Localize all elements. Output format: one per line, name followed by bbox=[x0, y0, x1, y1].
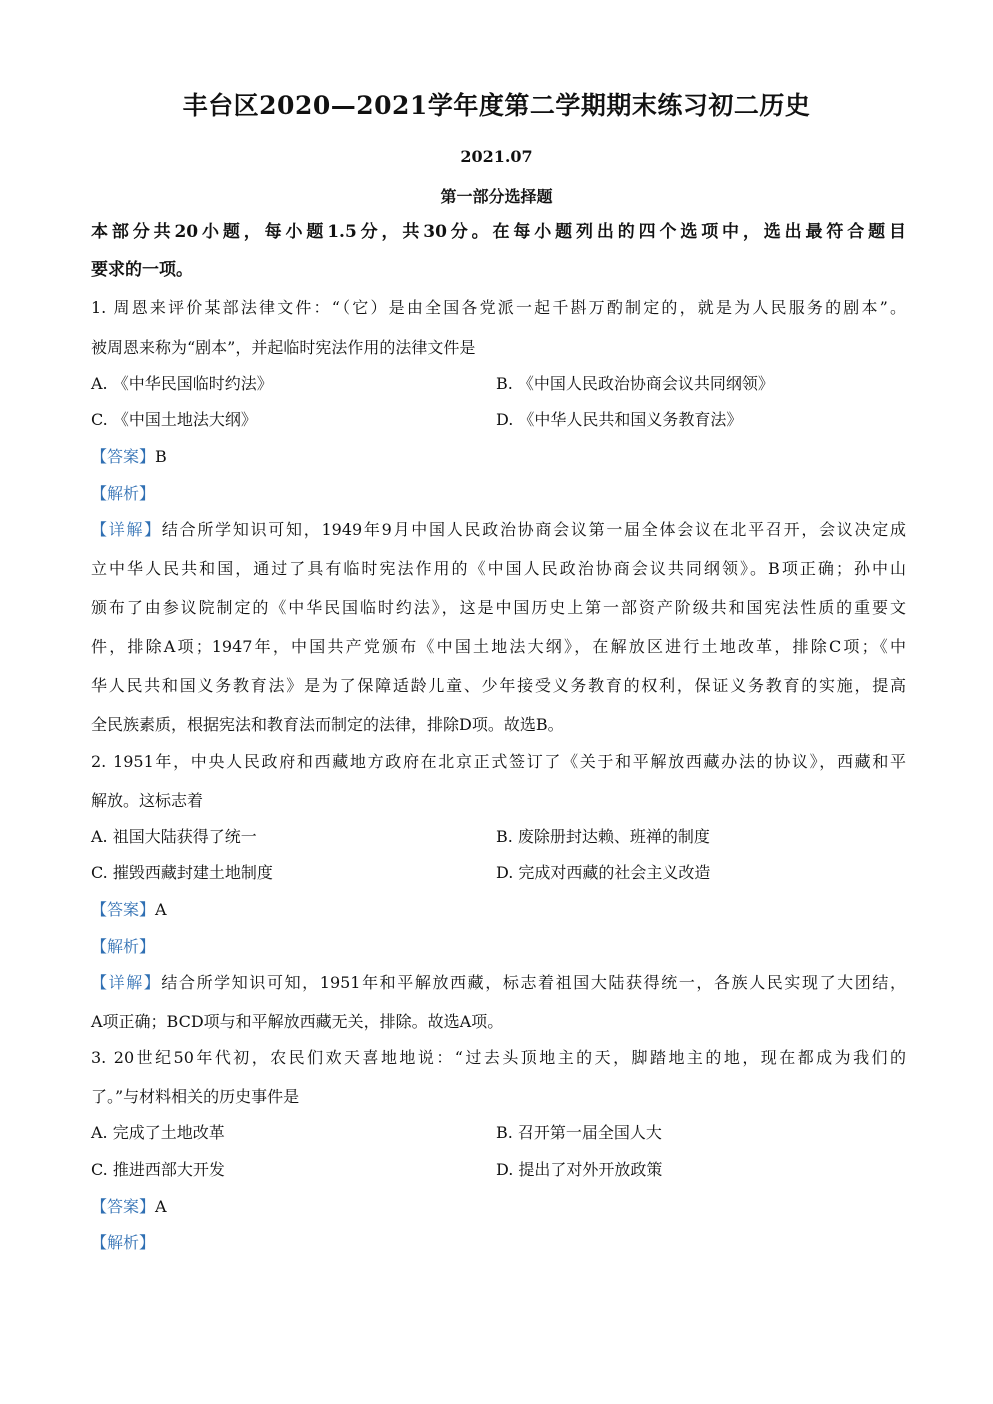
q2-analysis-tag: 【解析】 bbox=[91, 937, 156, 956]
detail-tag: 【详解】 bbox=[91, 520, 162, 539]
q1-option-b: B. 《中国人民政治协商会议共同纲领》 bbox=[496, 374, 774, 393]
q2-stem-line-1: 2. 1951年，中央人民政府和西藏地方政府在北京正式签订了《关于和平解放西藏办法的协议》，西藏和平 bbox=[91, 752, 906, 771]
q2-option-d: D. 完成对西藏的社会主义改造 bbox=[496, 863, 711, 882]
q2-option-a: A. 祖国大陆获得了统一 bbox=[91, 827, 257, 846]
q1-option-d: D. 《中华人民共和国义务教育法》 bbox=[496, 410, 743, 429]
q1-answer bbox=[91, 447, 906, 467]
q2-stem-line-2: 解放。这标志着 bbox=[91, 791, 204, 810]
q2-answer-value: A bbox=[155, 900, 167, 919]
q1-option-a: A. 《中华民国临时约法》 bbox=[91, 374, 273, 393]
q2-option-c: C. 摧毁西藏封建土地制度 bbox=[91, 863, 273, 882]
q1-detail-line-2: 立中华人民共和国，通过了具有临时宪法作用的《中国人民政治协商会议共同纲领》。B项正确；孙中山 bbox=[91, 559, 906, 578]
q1-detail-line-6: 全民族素质，根据宪法和教育法而制定的法律，排除D项。故选B。 bbox=[91, 715, 564, 734]
q1-detail-line-1: 【详解】结合所学知识可知，1949年9月中国人民政治协商会议第一届全体会议在北平召开，会议决定成 bbox=[91, 520, 906, 539]
instructions-line-2: 要求的一项。 bbox=[91, 260, 193, 280]
q3-option-c: C. 推进西部大开发 bbox=[91, 1160, 225, 1179]
q3-stem-line-2: 了。”与材料相关的历史事件是 bbox=[91, 1087, 300, 1106]
q1-detail-line-3: 颁布了由参议院制定的《中华民国临时约法》，这是中国历史上第一部资产阶级共和国宪法性质的重要文 bbox=[91, 598, 906, 617]
q1-stem-line-1: 1. 周恩来评价某部法律文件：“（它）是由全国各党派一起千斟万酌制定的，就是为人民服务的剧本”。 bbox=[91, 298, 906, 317]
q2-option-b: B. 废除册封达赖、班禅的制度 bbox=[496, 827, 710, 846]
q1-option-c: C. 《中国土地法大纲》 bbox=[91, 410, 257, 429]
q2-detail-line-2: A项正确；BCD项与和平解放西藏无关，排除。故选A项。 bbox=[91, 1012, 504, 1031]
q1-analysis-tag: 【解析】 bbox=[91, 484, 156, 503]
q3-answer-value: A bbox=[155, 1197, 167, 1216]
q3-option-a: A. 完成了土地改革 bbox=[91, 1123, 225, 1142]
part-title: 第一部分选择题 bbox=[440, 187, 553, 206]
q3-option-b: B. 召开第一届全国人大 bbox=[496, 1123, 662, 1142]
q3-stem-line-1: 3. 20世纪50年代初，农民们欢天喜地地说：“过去头顶地主的天，脚踏地主的地，现在都成为我们的 bbox=[91, 1048, 906, 1067]
q1-answer-value: B bbox=[155, 447, 167, 466]
q3-answer: 【答案】A bbox=[91, 1197, 167, 1216]
q2-answer: 【答案】A bbox=[91, 900, 167, 919]
q1-detail-line-5: 华人民共和国义务教育法》是为了保障适龄儿童、少年接受义务教育的权利，保证义务教育的实施，提高 bbox=[91, 676, 906, 695]
exam-date: 2021.07 bbox=[460, 147, 533, 166]
instructions-line-1: 本部分共20小题，每小题1.5分，共30分。在每小题列出的四个选项中，选出最符合题目 bbox=[91, 222, 906, 242]
q1-detail-line-4: 件，排除A项；1947年，中国共产党颁布《中国土地法大纲》，在解放区进行土地改革，排除C项；《中 bbox=[91, 637, 906, 656]
page-title: 丰台区2020—2021学年度第二学期期末练习初二历史 bbox=[182, 91, 811, 120]
answer-tag: 【答案】 bbox=[91, 447, 156, 466]
q2-detail-line-1: 【详解】结合所学知识可知，1951年和平解放西藏，标志着祖国大陆获得统一，各族人民实现了大团结， bbox=[91, 973, 906, 992]
q3-analysis-tag: 【解析】 bbox=[91, 1233, 156, 1252]
q3-option-d: D. 提出了对外开放政策 bbox=[496, 1160, 663, 1179]
q1-stem-line-2: 被周恩来称为“剧本”，并起临时宪法作用的法律文件是 bbox=[91, 338, 476, 357]
